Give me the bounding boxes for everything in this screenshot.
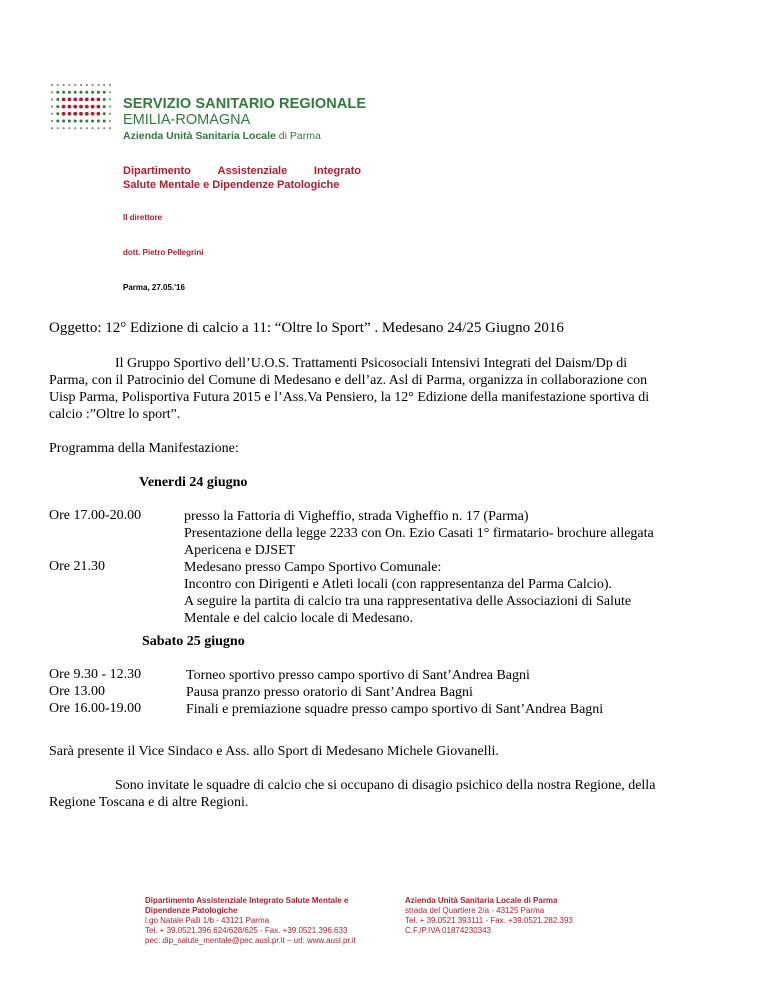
saturday-time: Ore 13.00 [49,684,105,699]
vice-mayor-note: Sarà presente il Vice Sindaco e Ass. allo Sport di Medesano Michele Giovanelli. [49,744,499,759]
director-name: dott. Pietro Pellegrini [123,248,204,257]
dept-word: Dipartimento [123,165,191,177]
footer-dept-name: Dipendenze Patologiche [145,906,238,915]
friday-detail [184,508,654,559]
org-asl-bold: Azienda Unità Sanitaria Locale [123,130,276,142]
org-region: EMILIA-ROMAGNA [123,112,251,128]
detail-line: Presentazione della legge 2233 con On. Ezio Casati 1° firmatario- brochure allegata [184,526,654,541]
letter-date: Parma, 27.05.'16 [123,283,185,292]
detail-line: Mentale e del calcio locale di Medesano. [184,611,413,626]
footer-dept-name: Dipartimento Assistenziale Integrato Salute Mentale e [145,896,349,905]
intro-line: Uisp Parma, Polisportiva Futura 2015 e l’Ass.Va Pensiero, la 12° Edizione della manifestazione sportiva di [49,390,650,405]
saturday-detail: Pausa pranzo presso oratorio di Sant’Andrea Bagni [186,685,473,700]
director-label: Il direttore [123,213,163,222]
detail-line: A seguire la partita di calcio tra una rappresentativa delle Associazioni di Salute [184,594,632,609]
org-title: SERVIZIO SANITARIO REGIONALE [123,96,367,112]
letter-subject: Oggetto: 12° Edizione di calcio a 11: “Oltre lo Sport” . Medesano 24/25 Giugno 2016 [49,320,564,336]
footer-contact: pec: dip_salute_mentale@pec.ausl.pr.it – url: www.ausl.pr.it [145,936,356,945]
footer-right [405,896,635,936]
dept-word: Assistenziale [217,165,288,177]
asl-logo-dots-icon [49,81,113,133]
dept-heading-line2: Salute Mentale e Dipendenze Patologiche [123,179,340,191]
saturday-time: Ore 16.00-19.00 [49,701,142,716]
intro-line: calcio :”Oltre lo sport”. [49,407,181,422]
intro-line: Parma, con il Patrocinio del Comune di Medesano e dell’az. Asl di Parma, organizza in collaborazione con [49,373,648,388]
friday-time: Ore 17.00-20.00 [49,508,142,523]
footer-asl-name: Azienda Unità Sanitaria Locale di Parma [405,896,558,905]
footer-left [145,896,375,946]
friday-time: Ore 21.30 [49,559,105,574]
friday-heading: Venerdi 24 giugno [139,475,248,490]
saturday-detail: Torneo sportivo presso campo sportivo di Sant’Andrea Bagni [186,668,530,683]
invite-line: Regione Toscana e di altre Regioni. [49,795,249,810]
org-asl [123,130,321,142]
footer-address: strada del Quartiere 2/a - 43125 Parma [405,906,545,915]
saturday-detail: Finali e premiazione squadre presso campo sportivo di Sant’Andrea Bagni [186,702,604,717]
detail-line: Incontro con Dirigenti e Atleti locali (con rappresentanza del Parma Calcio). [184,577,613,592]
invite-line: Sono invitate le squadre di calcio che si occupano di disagio psichico della nostra Regione, della [115,778,656,793]
detail-line: presso la Fattoria di Vigheffio, strada Vigheffio n. 17 (Parma) [184,509,529,524]
footer-phone: Tel. + 39.0521 393111 - Fax. +39.0521.282.393 [405,916,573,925]
friday-detail [184,559,631,627]
detail-line: Medesano presso Campo Sportivo Comunale: [184,560,442,575]
program-heading: Programma della Manifestazione: [49,441,239,456]
footer-address: l.go Natale Palli 1/b - 43121 Parma [145,916,270,925]
footer-phone: Tel. + 39.0521.396.624/628/625 - Fax. +39.0521.396.633 [145,926,348,935]
saturday-time: Ore 9.30 - 12.30 [49,667,142,682]
footer-tax-id: C.F./P.IVA 01874230343 [405,926,491,935]
org-asl-city: di Parma [275,130,321,142]
intro-line: Il Gruppo Sportivo dell’U.O.S. Trattamenti Psicosociali Intensivi Integrati del Daism/Dp di [115,356,628,371]
saturday-heading: Sabato 25 giugno [142,634,245,649]
dept-heading-line1 [123,164,361,178]
dept-word: Integrato [313,165,361,177]
detail-line: Apericena e DJSET [184,543,296,558]
